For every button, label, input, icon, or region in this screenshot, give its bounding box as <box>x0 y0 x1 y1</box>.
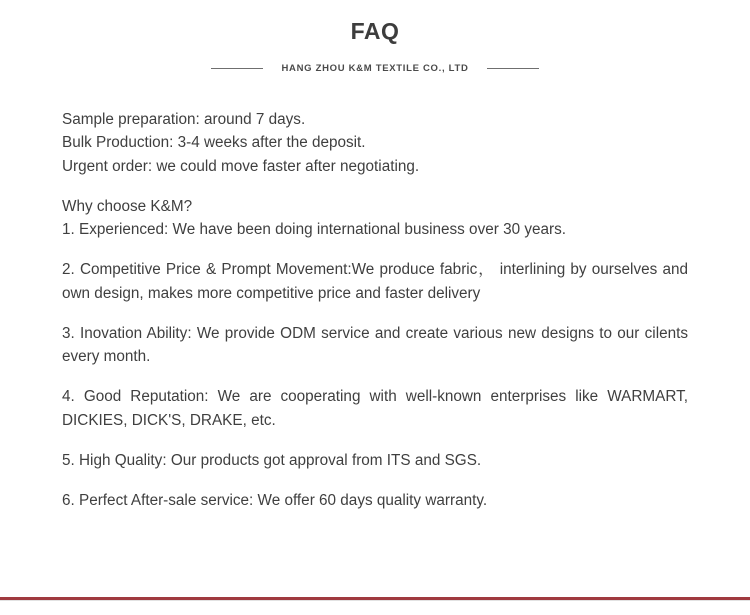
faq-item-4-good-reputation: 4. Good Reputation: We are cooperating with well-known enterprises like WARMART, DICKIES, DICK'S, DRAKE, etc. <box>62 388 688 429</box>
faq-item-5-high-quality: 5. High Quality: Our products got approval from ITS and SGS. <box>62 451 482 469</box>
spacer-1 <box>62 178 688 195</box>
company-name: HANG ZHOU K&M TEXTILE CO., LTD <box>281 63 469 74</box>
faq-page <box>0 18 750 615</box>
spacer-5 <box>62 432 688 449</box>
faq-body <box>62 108 688 512</box>
page-title: FAQ <box>350 18 400 44</box>
rule-left <box>211 68 263 69</box>
spacer-2 <box>62 241 688 258</box>
faq-line-bulk-production: Bulk Production: 3-4 weeks after the deposit. <box>62 134 366 152</box>
faq-line-urgent-order: Urgent order: we could move faster after negotiating. <box>62 157 420 175</box>
spacer-3 <box>62 305 688 322</box>
spacer-4 <box>62 368 688 385</box>
faq-item-6-after-sale-service: 6. Perfect After-sale service: We offer 60 days quality warranty. <box>62 492 488 509</box>
rule-right <box>487 68 539 69</box>
footer-bar <box>0 597 750 615</box>
faq-item-1-experienced: 1. Experienced: We have been doing international business over 30 years. <box>62 221 566 238</box>
faq-item-2-competitive-price: 2. Competitive Price & Prompt Movement:We produce fabric， interlining by ourselves and own design, makes more competitive price and faster delivery <box>62 261 688 302</box>
faq-item-3-inovation-ability: 3. Inovation Ability: We provide ODM service and create various new designs to our cilents every month. <box>62 324 688 365</box>
spacer-6 <box>62 472 688 489</box>
company-subheader <box>0 63 750 74</box>
footer-strip <box>0 600 750 615</box>
faq-line-sample-preparation: Sample preparation: around 7 days. <box>62 111 306 128</box>
faq-heading-why-choose: Why choose K&M? <box>62 197 193 215</box>
